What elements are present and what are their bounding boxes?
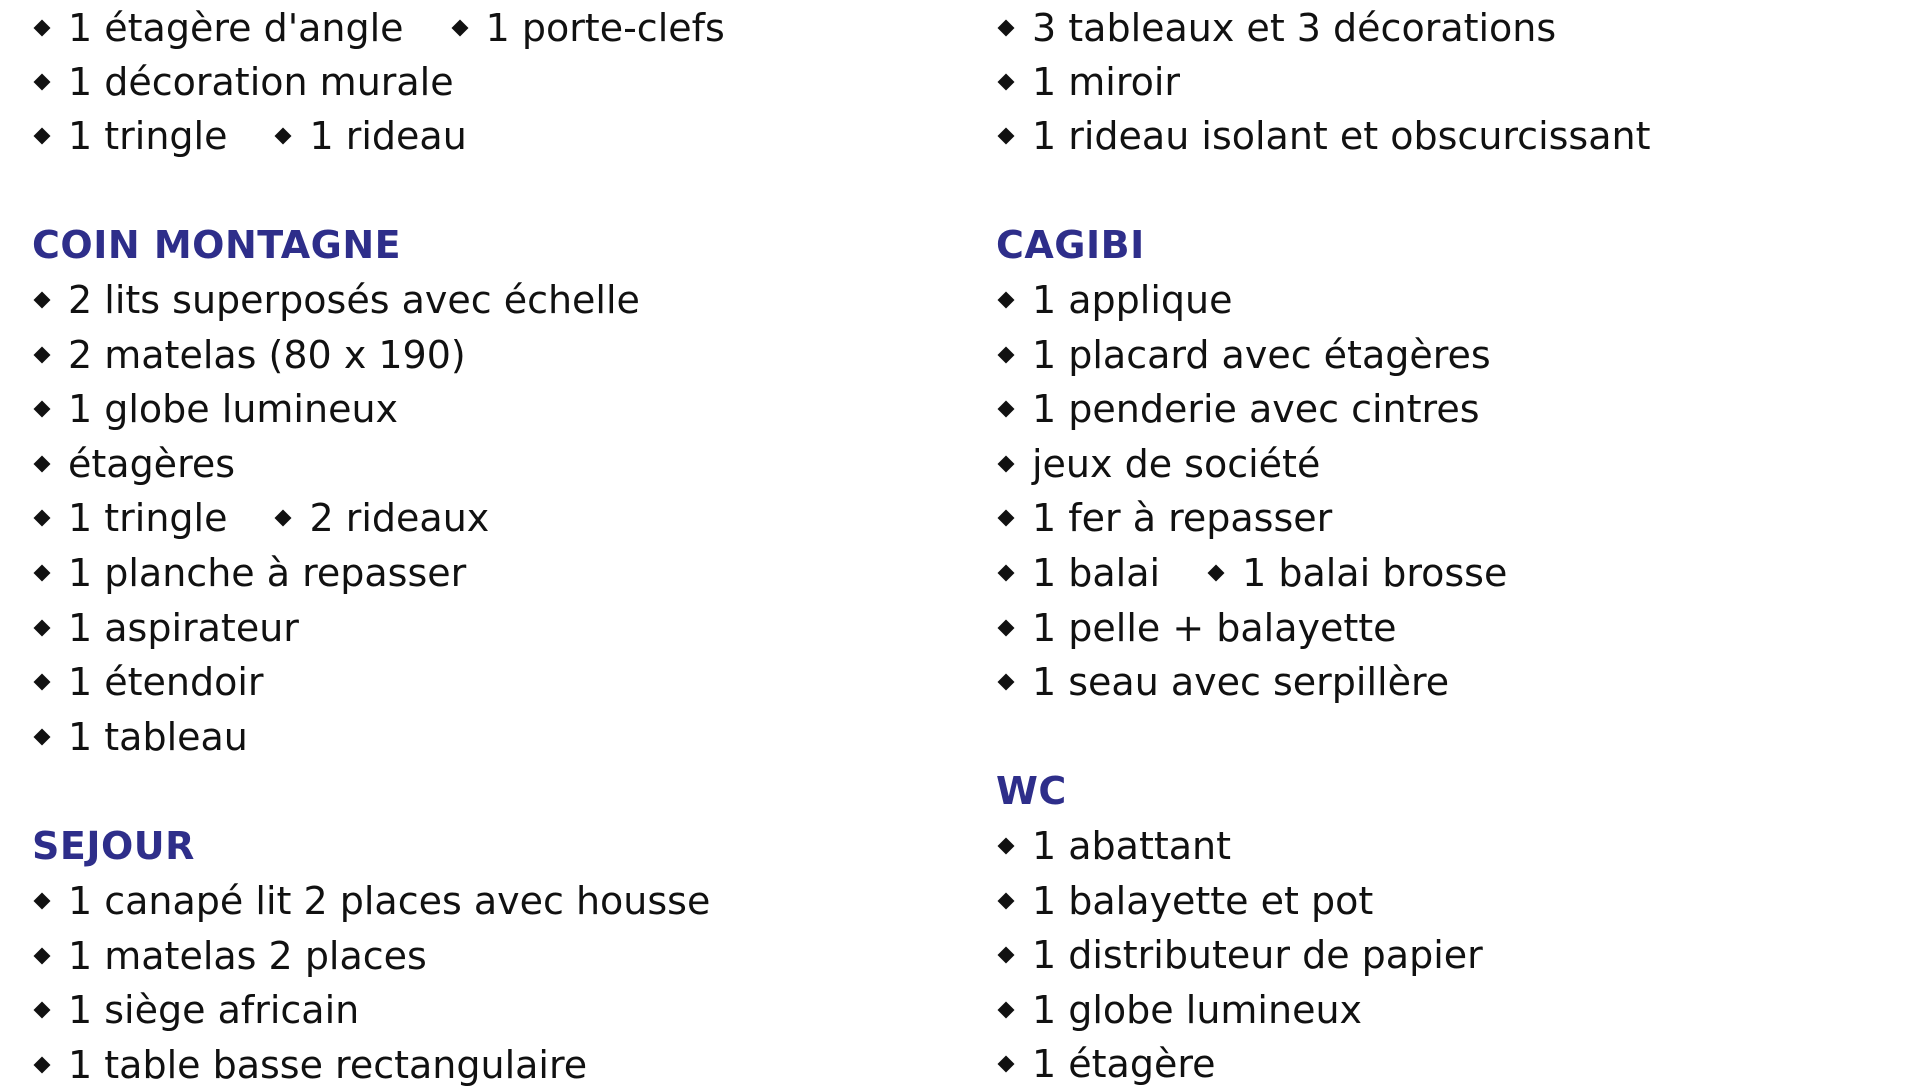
list-entry	[32, 713, 248, 761]
list-entry	[996, 822, 1231, 870]
diamond-bullet-icon	[34, 292, 51, 309]
diamond-bullet-icon	[998, 401, 1015, 418]
list-entry	[996, 931, 1483, 979]
list-item-text: 1 tringle	[68, 496, 228, 541]
list-item-text: 1 globe lumineux	[1032, 987, 1363, 1032]
list-item-text: 1 placard avec étagères	[1032, 332, 1491, 377]
diamond-bullet-icon	[275, 510, 292, 527]
list-item-text: 1 planche à repasser	[68, 551, 467, 595]
diamond-bullet-icon	[998, 346, 1015, 363]
list-item	[996, 112, 1651, 160]
list-item	[996, 58, 1180, 106]
section-title-wc: WC	[996, 769, 1067, 813]
list-item-text: 1 balai	[1032, 551, 1161, 595]
list-item-text: 1 penderie avec cintres	[1032, 387, 1480, 432]
list-item-text: 1 globe lumineux	[68, 387, 399, 432]
list-item	[996, 494, 1332, 542]
list-entry	[273, 112, 466, 160]
diamond-bullet-icon	[451, 20, 468, 37]
list-entry	[32, 385, 398, 433]
list-item-text: 1 seau avec serpillère	[1032, 660, 1450, 705]
list-item-text: 1 canapé lit 2 places avec housse	[68, 879, 711, 923]
section-title-sejour: SEJOUR	[32, 824, 195, 868]
list-entry	[32, 58, 454, 106]
list-item	[996, 877, 1373, 925]
list-item-text: 1 tableau	[68, 714, 248, 759]
diamond-bullet-icon	[34, 947, 51, 964]
list-entry	[32, 276, 640, 324]
diamond-bullet-icon	[998, 1056, 1015, 1073]
diamond-bullet-icon	[34, 346, 51, 363]
list-item	[996, 549, 1507, 597]
list-item-text: 1 rideau	[309, 114, 467, 158]
diamond-bullet-icon	[998, 455, 1015, 472]
list-item-text: 1 rideau isolant et obscurcissant	[1032, 114, 1651, 158]
list-item	[32, 986, 359, 1034]
list-item	[996, 276, 1232, 324]
diamond-bullet-icon	[34, 74, 51, 91]
list-entry	[996, 549, 1160, 597]
list-item-text: 1 pelle + balayette	[1032, 605, 1397, 650]
list-item-text: 1 miroir	[1032, 60, 1181, 104]
list-item-text: 1 distributeur de papier	[1032, 933, 1483, 978]
list-item-text: 1 étagère	[1032, 1042, 1216, 1087]
list-entry	[996, 112, 1651, 160]
list-item-text: 1 abattant	[1032, 824, 1232, 868]
list-item	[996, 385, 1480, 433]
list-entry	[996, 877, 1373, 925]
diamond-bullet-icon	[998, 674, 1015, 691]
list-item	[996, 440, 1320, 488]
list-entry	[1206, 549, 1507, 597]
diamond-bullet-icon	[998, 1001, 1015, 1018]
list-item-text: 1 aspirateur	[68, 605, 299, 650]
list-item-text: 1 applique	[1032, 278, 1233, 322]
list-item	[32, 4, 725, 52]
diamond-bullet-icon	[1208, 565, 1225, 582]
list-entry	[996, 604, 1397, 652]
list-entry	[996, 331, 1491, 379]
list-item-text: 1 tringle	[68, 114, 228, 158]
list-item-text: 1 décoration murale	[68, 60, 454, 104]
list-item	[996, 604, 1397, 652]
list-item-text: 1 balayette et pot	[1032, 878, 1374, 923]
list-entry	[32, 331, 466, 379]
diamond-bullet-icon	[275, 128, 292, 145]
diamond-bullet-icon	[998, 292, 1015, 309]
diamond-bullet-icon	[998, 74, 1015, 91]
list-item-text: 1 matelas 2 places	[68, 933, 427, 978]
list-item-text: 1 étendoir	[68, 660, 264, 705]
list-item	[32, 58, 454, 106]
diamond-bullet-icon	[34, 728, 51, 745]
list-item	[996, 822, 1231, 870]
list-entry	[996, 385, 1480, 433]
list-entry	[996, 494, 1332, 542]
diamond-bullet-icon	[998, 619, 1015, 636]
diamond-bullet-icon	[34, 401, 51, 418]
list-item-text: 1 siège africain	[68, 988, 360, 1033]
list-item-text: 2 rideaux	[309, 496, 490, 541]
list-entry	[32, 932, 427, 980]
diamond-bullet-icon	[998, 20, 1015, 37]
list-entry	[450, 4, 725, 52]
list-item-text: 1 porte-clefs	[485, 6, 725, 50]
list-entry	[32, 4, 404, 52]
diamond-bullet-icon	[34, 1002, 51, 1019]
diamond-bullet-icon	[998, 128, 1015, 145]
list-item-text: 1 fer à repasser	[1032, 496, 1333, 541]
list-entry	[32, 986, 359, 1034]
list-item	[32, 549, 466, 597]
list-entry	[32, 877, 710, 925]
list-item-text: 2 matelas (80 x 190)	[68, 332, 466, 377]
list-item	[996, 4, 1556, 52]
list-entry	[996, 58, 1180, 106]
list-item	[32, 112, 467, 160]
list-item-text: étagères	[68, 441, 236, 486]
list-item	[32, 276, 640, 324]
list-item-text: 1 étagère d'angle	[68, 6, 404, 50]
list-item	[32, 440, 235, 488]
diamond-bullet-icon	[34, 1056, 51, 1073]
diamond-bullet-icon	[34, 20, 51, 37]
list-entry	[32, 494, 227, 542]
list-item	[32, 1041, 587, 1089]
list-item	[32, 877, 710, 925]
list-item	[32, 932, 427, 980]
list-entry	[32, 658, 264, 706]
diamond-bullet-icon	[998, 892, 1015, 909]
section-title-cagibi: CAGIBI	[996, 223, 1145, 267]
list-entry	[996, 986, 1362, 1034]
diamond-bullet-icon	[34, 674, 51, 691]
list-entry	[996, 658, 1449, 706]
list-entry	[996, 276, 1232, 324]
diamond-bullet-icon	[34, 619, 51, 636]
list-item	[32, 713, 248, 761]
diamond-bullet-icon	[998, 947, 1015, 964]
list-item	[32, 331, 466, 379]
list-item-text: 2 lits superposés avec échelle	[68, 278, 640, 322]
list-item-text: 1 table basse rectangulaire	[68, 1042, 588, 1087]
list-item	[32, 385, 398, 433]
list-item	[32, 494, 489, 542]
diamond-bullet-icon	[34, 893, 51, 910]
list-entry	[273, 494, 489, 542]
section-title-coin-montagne: COIN MONTAGNE	[32, 223, 402, 267]
list-item	[32, 604, 299, 652]
list-entry	[996, 1040, 1216, 1088]
list-entry	[32, 1041, 587, 1089]
list-item	[996, 331, 1491, 379]
list-entry	[32, 112, 227, 160]
diamond-bullet-icon	[998, 565, 1015, 582]
list-item-text: jeux de société	[1032, 441, 1321, 486]
list-item	[996, 1040, 1216, 1088]
list-item-text: 1 balai brosse	[1242, 551, 1508, 595]
list-item	[996, 658, 1449, 706]
list-entry	[996, 4, 1556, 52]
diamond-bullet-icon	[34, 510, 51, 527]
diamond-bullet-icon	[998, 510, 1015, 527]
list-entry	[32, 440, 235, 488]
list-item	[996, 986, 1362, 1034]
list-item	[32, 658, 264, 706]
diamond-bullet-icon	[34, 455, 51, 472]
list-item-text: 3 tableaux et 3 décorations	[1032, 6, 1557, 50]
list-item	[996, 931, 1483, 979]
diamond-bullet-icon	[998, 838, 1015, 855]
list-entry	[996, 440, 1320, 488]
list-entry	[32, 604, 299, 652]
list-entry	[32, 549, 466, 597]
diamond-bullet-icon	[34, 565, 51, 582]
diamond-bullet-icon	[34, 128, 51, 145]
